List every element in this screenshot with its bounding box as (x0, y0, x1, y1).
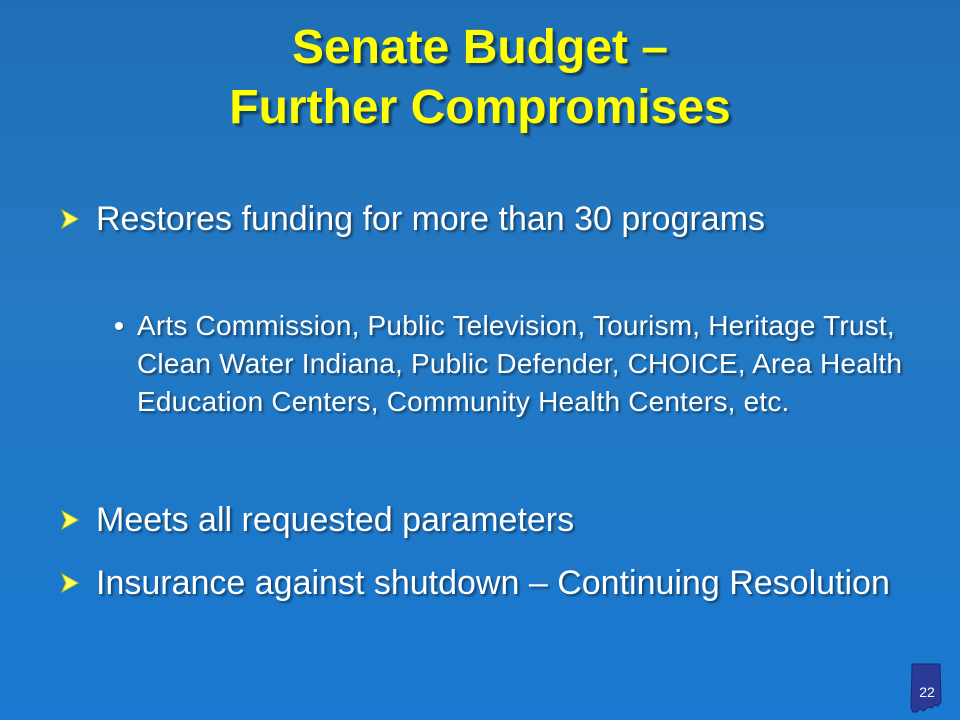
bullet-text: Insurance against shutdown – Continuing Resolution (96, 564, 890, 602)
page-number: 22 (919, 684, 935, 700)
dot-bullet-icon (115, 322, 123, 330)
slide-title (0, 18, 960, 138)
sub-bullet-text: Arts Commission, Public Television, Tourism, Heritage Trust, Clean Water Indiana, Public Defender, CHOICE, Area Health Education Centers, Community Health Centers, etc. (137, 310, 903, 417)
bullet-item (60, 196, 920, 242)
bullet-text: Meets all requested parameters (96, 501, 575, 539)
arrow-bullet-icon (60, 208, 80, 230)
bullet-item (60, 560, 920, 606)
arrow-bullet-icon (60, 509, 80, 531)
title-line-2: Further Compromises (229, 81, 731, 134)
bullet-text: Restores funding for more than 30 programs (96, 200, 766, 238)
arrow-bullet-icon (60, 572, 80, 594)
bullet-item (60, 497, 920, 543)
title-line-1: Senate Budget – (291, 21, 669, 74)
sub-bullet-item (115, 307, 905, 421)
